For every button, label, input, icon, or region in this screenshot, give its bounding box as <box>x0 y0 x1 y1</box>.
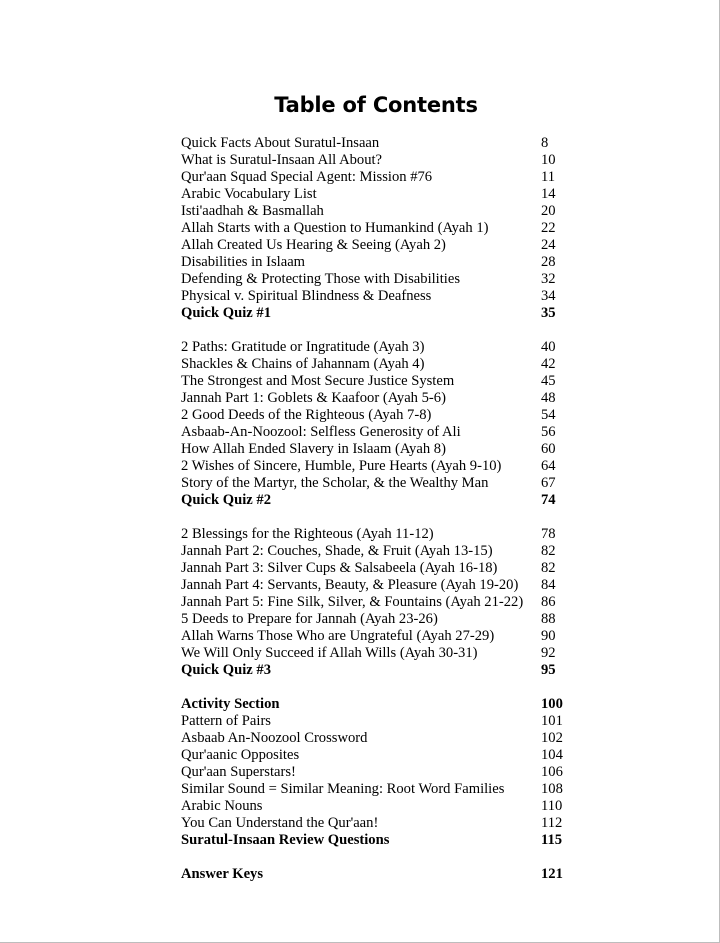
toc-entry-title: You Can Understand the Qur'aan! <box>181 815 379 831</box>
toc-entry-title: Answer Keys <box>181 866 264 882</box>
toc-entry-page-number: 67 <box>541 475 556 491</box>
toc-entry-page-number: 112 <box>541 815 563 831</box>
toc-entry-page-number: 95 <box>541 662 556 678</box>
toc-entry <box>181 781 571 798</box>
toc-entry <box>181 492 571 509</box>
section-spacer <box>181 322 571 339</box>
toc-entry-title: Asbaab-An-Noozool: Selfless Generosity of Ali <box>181 424 461 440</box>
toc-entry-title: How Allah Ended Slavery in Islaam (Ayah 8) <box>181 441 446 457</box>
toc-entry <box>181 203 571 220</box>
toc-entry-page-number: 100 <box>541 696 563 712</box>
toc-entry-title: Arabic Nouns <box>181 798 263 814</box>
toc-entry-page-number: 104 <box>541 747 563 763</box>
toc-entry <box>181 288 571 305</box>
section-spacer <box>181 509 571 526</box>
toc-entry-page-number: 56 <box>541 424 556 440</box>
toc-entry-page-number: 54 <box>541 407 556 423</box>
toc-entry-title: Quick Facts About Suratul-Insaan <box>181 135 380 151</box>
toc-entry-page-number: 88 <box>541 611 556 627</box>
toc-entry <box>181 764 571 781</box>
toc-entry-page-number: 20 <box>541 203 556 219</box>
toc-entry <box>181 832 571 849</box>
section-spacer <box>181 679 571 696</box>
toc-entry <box>181 424 571 441</box>
toc-entry-title: Disabilities in Islaam <box>181 254 306 270</box>
toc-entry-title: Activity Section <box>181 696 280 712</box>
toc-entry <box>181 628 571 645</box>
toc-entry-title: Quick Quiz #1 <box>181 305 272 321</box>
toc-entry-title: Jannah Part 1: Goblets & Kaafoor (Ayah 5-6) <box>181 390 446 406</box>
toc-entry <box>181 458 571 475</box>
toc-entry-page-number: 40 <box>541 339 556 355</box>
toc-entry <box>181 662 571 679</box>
toc-entry <box>181 577 571 594</box>
toc-entry <box>181 254 571 271</box>
toc-entry-page-number: 121 <box>541 866 563 882</box>
toc-entry-title: We Will Only Succeed if Allah Wills (Ayah 30-31) <box>181 645 478 661</box>
toc-entry-title: Asbaab An-Noozool Crossword <box>181 730 368 746</box>
toc-entry-page-number: 82 <box>541 560 556 576</box>
toc-entry-title: Similar Sound = Similar Meaning: Root Word Families <box>181 781 505 797</box>
toc-entry-page-number: 82 <box>541 543 556 559</box>
toc-entry-title: Jannah Part 3: Silver Cups & Salsabeela (Ayah 16-18) <box>181 560 498 576</box>
toc-entry-page-number: 74 <box>541 492 556 508</box>
toc-entry-title: Qur'aan Superstars! <box>181 764 296 780</box>
toc-entry-page-number: 11 <box>541 169 556 185</box>
toc-entry-title: Physical v. Spiritual Blindness & Deafness <box>181 288 432 304</box>
toc-entry <box>181 169 571 186</box>
toc-entry-title: Quick Quiz #2 <box>181 492 272 508</box>
toc-entry-page-number: 108 <box>541 781 563 797</box>
toc-entry <box>181 339 571 356</box>
toc-entry <box>181 152 571 169</box>
toc-entry-page-number: 32 <box>541 271 556 287</box>
toc-entry-page-number: 34 <box>541 288 556 304</box>
toc-entry-page-number: 28 <box>541 254 556 270</box>
toc-entry-page-number: 101 <box>541 713 563 729</box>
toc-entry-page-number: 42 <box>541 356 556 372</box>
toc-entry-title: 2 Wishes of Sincere, Humble, Pure Hearts (Ayah 9-10) <box>181 458 502 474</box>
toc-entry-title: Qur'aan Squad Special Agent: Mission #76 <box>181 169 433 185</box>
toc-entry-page-number: 110 <box>541 798 563 814</box>
toc-entry-page-number: 84 <box>541 577 556 593</box>
toc-entry <box>181 730 571 747</box>
toc-entry-title: What is Suratul-Insaan All About? <box>181 152 383 168</box>
toc-entry <box>181 356 571 373</box>
section-spacer <box>181 849 571 866</box>
toc-entry-title: Defending & Protecting Those with Disabilities <box>181 271 460 287</box>
toc-entry-title: Qur'aanic Opposites <box>181 747 300 763</box>
toc-entry <box>181 220 571 237</box>
toc-entry-title: 5 Deeds to Prepare for Jannah (Ayah 23-26) <box>181 611 438 627</box>
toc-entry-title: The Strongest and Most Secure Justice System <box>181 373 455 389</box>
toc-entry-page-number: 45 <box>541 373 556 389</box>
toc-entry-page-number: 78 <box>541 526 556 542</box>
toc-entry <box>181 866 571 883</box>
toc-entry-page-number: 8 <box>541 135 549 151</box>
toc-entry-title: Allah Starts with a Question to Humankind (Ayah 1) <box>181 220 489 236</box>
toc-entry-title: Story of the Martyr, the Scholar, & the Wealthy Man <box>181 475 489 491</box>
toc-entry-page-number: 10 <box>541 152 556 168</box>
toc-entry-title: Jannah Part 2: Couches, Shade, & Fruit (Ayah 13-15) <box>181 543 493 559</box>
toc-entry <box>181 594 571 611</box>
toc-entry-page-number: 106 <box>541 764 563 780</box>
toc-entry-page-number: 102 <box>541 730 563 746</box>
toc-entry-page-number: 90 <box>541 628 556 644</box>
toc-entry-page-number: 14 <box>541 186 556 202</box>
toc-entry <box>181 475 571 492</box>
toc-entry <box>181 373 571 390</box>
toc-entry-page-number: 24 <box>541 237 556 253</box>
toc-list <box>181 135 571 883</box>
toc-entry <box>181 271 571 288</box>
toc-entry <box>181 696 571 713</box>
toc-entry <box>181 798 571 815</box>
toc-entry-title: 2 Blessings for the Righteous (Ayah 11-12) <box>181 526 434 542</box>
toc-entry-title: Arabic Vocabulary List <box>181 186 317 202</box>
toc-entry-title: Suratul-Insaan Review Questions <box>181 832 390 848</box>
toc-entry-title: Allah Warns Those Who are Ungrateful (Ayah 27-29) <box>181 628 495 644</box>
toc-entry <box>181 237 571 254</box>
toc-entry-page-number: 35 <box>541 305 556 321</box>
toc-entry-page-number: 86 <box>541 594 556 610</box>
toc-entry <box>181 407 571 424</box>
toc-entry-title: Quick Quiz #3 <box>181 662 272 678</box>
toc-entry-title: Jannah Part 4: Servants, Beauty, & Pleasure (Ayah 19-20) <box>181 577 519 593</box>
toc-entry <box>181 713 571 730</box>
toc-entry-page-number: 115 <box>541 832 563 848</box>
toc-entry-title: 2 Good Deeds of the Righteous (Ayah 7-8) <box>181 407 432 423</box>
page-title: Table of Contents <box>274 93 478 117</box>
toc-entry <box>181 645 571 662</box>
toc-entry <box>181 747 571 764</box>
toc-entry <box>181 135 571 152</box>
toc-entry-page-number: 64 <box>541 458 556 474</box>
toc-entry-title: Allah Created Us Hearing & Seeing (Ayah 2) <box>181 237 446 253</box>
toc-entry-title: Pattern of Pairs <box>181 713 271 729</box>
toc-entry <box>181 611 571 628</box>
toc-entry-page-number: 92 <box>541 645 556 661</box>
toc-entry <box>181 543 571 560</box>
toc-entry <box>181 305 571 322</box>
toc-entry-title: Shackles & Chains of Jahannam (Ayah 4) <box>181 356 425 372</box>
toc-entry-title: Isti'aadhah & Basmallah <box>181 203 324 219</box>
toc-entry <box>181 560 571 577</box>
toc-entry <box>181 390 571 407</box>
toc-entry-title: Jannah Part 5: Fine Silk, Silver, & Fountains (Ayah 21-22) <box>181 594 524 610</box>
toc-entry-page-number: 60 <box>541 441 556 457</box>
toc-entry <box>181 815 571 832</box>
toc-entry-title: 2 Paths: Gratitude or Ingratitude (Ayah 3) <box>181 339 425 355</box>
toc-entry <box>181 186 571 203</box>
toc-entry-page-number: 22 <box>541 220 556 236</box>
toc-entry-page-number: 48 <box>541 390 556 406</box>
toc-entry <box>181 441 571 458</box>
toc-entry <box>181 526 571 543</box>
